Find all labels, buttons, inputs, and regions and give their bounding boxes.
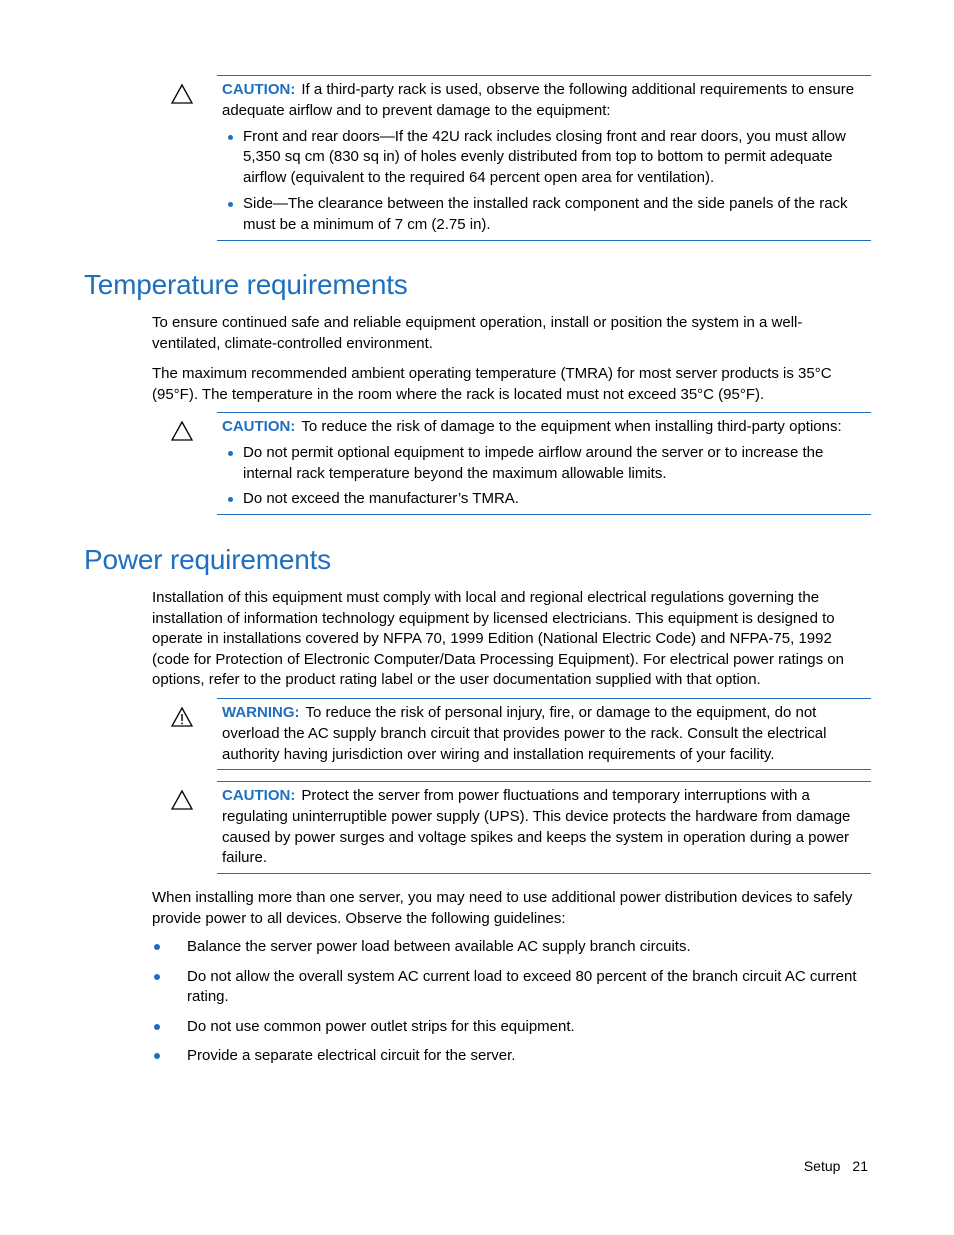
page-number: 21 (852, 1158, 868, 1174)
caution-triangle-icon (170, 789, 194, 811)
list-item: Side—The clearance between the installed rack component and the side panels of the rack must be a minimum of 7 cm (2.75 in). (222, 194, 867, 236)
warning-label: WARNING: (222, 704, 300, 721)
caution-list (222, 127, 867, 236)
bullet-icon (154, 1053, 160, 1059)
power-guidelines-list (152, 937, 868, 1067)
caution-label: CAUTION: (222, 418, 296, 435)
caution-triangle-icon (170, 420, 194, 442)
bullet-icon (228, 135, 233, 140)
bullet-icon (228, 497, 233, 502)
bullet-icon (154, 1024, 160, 1030)
power-heading: Power requirements (84, 544, 331, 575)
temperature-paragraph-1: To ensure continued safe and reliable equipment operation, install or position the system in a well-ventilated, climate-controlled environment. (152, 314, 803, 352)
footer-section: Setup (803, 1158, 841, 1174)
caution-text: Protect the server from power fluctuations and temporary interruptions with a regulating uninterruptible power supply (UPS). This device protects the hardware from damage caused by power surges and voltage spikes and keeps the system in operation during a power failure. (222, 787, 851, 867)
caution-triangle-icon (170, 83, 194, 105)
list-item: Do not permit optional equipment to impede airflow around the server or to increase the internal rack temperature beyond the maximum allowable limits. (222, 443, 867, 485)
power-paragraph-1: Installation of this equipment must comply with local and regional electrical regulations governing the installation of information technology equipment by licensed electricians. This equipment is designed to operate in installations covered by NFPA 70, 1999 Edition (National Electric Code) and NFPA-75, 1992 (code for Protection of Electronic Computer/Data Processing Equipment). For electrical power ratings on options, refer to the product rating label or the user documentation supplied with that option. (152, 589, 844, 689)
list-item: Provide a separate electrical circuit for the server. (152, 1046, 868, 1067)
list-item: Do not exceed the manufacturer’s TMRA. (222, 489, 867, 510)
bullet-icon (228, 451, 233, 456)
list-item: Do not allow the overall system AC current load to exceed 80 percent of the branch circuit AC current rating. (152, 967, 868, 1008)
page-footer (792, 1158, 868, 1174)
caution-rack-notice (170, 75, 871, 241)
caution-list (222, 443, 867, 510)
power-paragraph-2: When installing more than one server, you may need to use additional power distribution devices to safely provide power to all devices. Observe the following guidelines: (152, 889, 853, 927)
caution-text: To reduce the risk of damage to the equipment when installing third-party options: (301, 418, 842, 435)
bullet-icon (228, 202, 233, 207)
caution-label: CAUTION: (222, 787, 296, 804)
list-item: Front and rear doors—If the 42U rack includes closing front and rear doors, you must allow 5,350 sq cm (830 sq in) of holes evenly distributed from top to bottom to permit adequate airflow (equivalent to the required 64 percent open area for ventilation). (222, 127, 867, 189)
bullet-icon (154, 974, 160, 980)
warning-text: To reduce the risk of personal injury, fire, or damage to the equipment, do not overload the AC supply branch circuit that provides power to the rack. Consult the electrical authority having jurisdiction over wiring and installation requirements of your facility. (222, 704, 827, 763)
caution-label: CAUTION: (222, 81, 296, 98)
list-item: Do not use common power outlet strips for this equipment. (152, 1017, 868, 1038)
caution-power-notice (170, 781, 871, 874)
caution-text: If a third-party rack is used, observe the following additional requirements to ensure adequate airflow and to prevent damage to the equipment: (222, 81, 855, 119)
warning-power-notice (170, 698, 871, 770)
bullet-icon (154, 944, 160, 950)
warning-triangle-icon (170, 706, 194, 728)
list-item: Balance the server power load between available AC supply branch circuits. (152, 937, 868, 958)
temperature-heading: Temperature requirements (84, 269, 408, 300)
caution-temperature-notice (170, 412, 871, 515)
temperature-paragraph-2: The maximum recommended ambient operating temperature (TMRA) for most server products is 35°C (95°F). The temperature in the room where the rack is located must not exceed 35°C (95°F). (152, 365, 832, 403)
